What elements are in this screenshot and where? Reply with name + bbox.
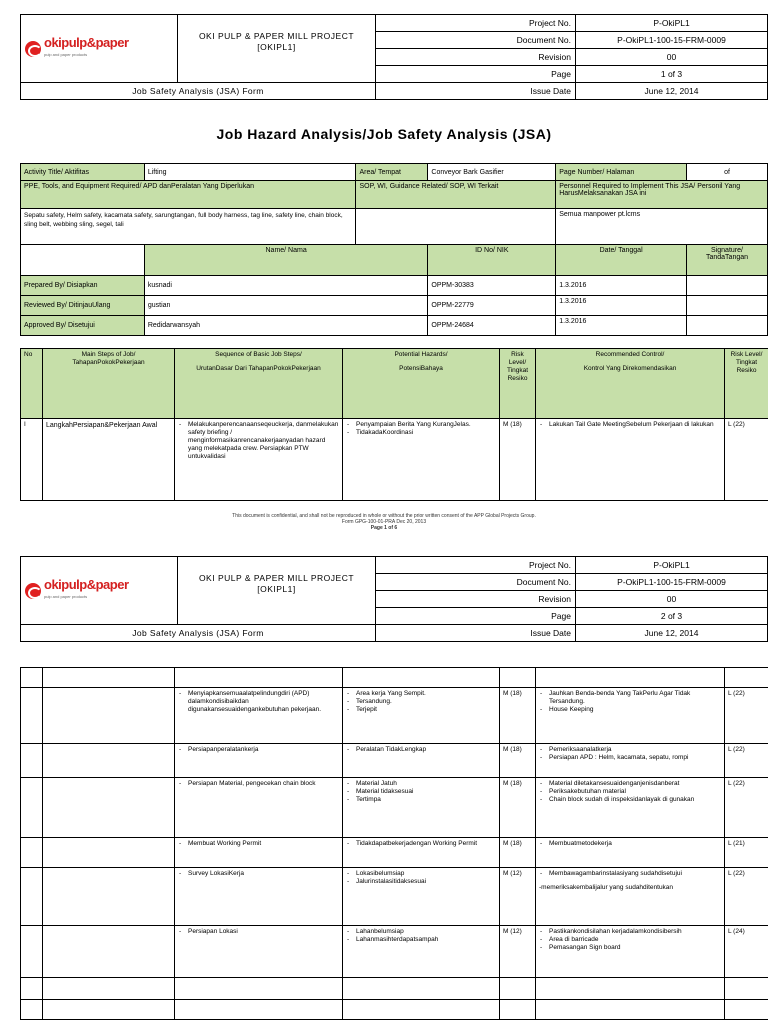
logo-brand: okipulp&paper [44,34,129,50]
row-hazards: - Area kerja Yang Sempit. - Tersandung. - Terjepit [343,688,500,744]
row-step [43,926,175,978]
row-risk-2: L (22) [725,868,768,926]
page-value-2: 2 of 3 [576,608,768,625]
row-sequence: - Survey LokasiKerja [175,868,343,926]
project-title: OKI PULP & PAPER MILL PROJECT [OKIPL1] [178,15,376,83]
row-hazards: - Peralatan TidakLengkap [343,744,500,778]
approved-label: Approved By/ Disetujui [21,316,145,336]
sop-value [356,209,556,245]
row-hazards: - Material Jatuh - Material tidaksesuai - Tertimpa [343,778,500,838]
form-header-2: okipulp&paper pulp and paper products OKI PULP & PAPER MILL PROJECT [OKIPL1] Project No. P-OkiPL1 Document No. P-OkiPL1-100-15-FRM-0009 Revision 00 Page 2 of 3 Job Safety Analysis (JSA) Form Issue Date June 12, 2014 [20,556,768,642]
project-title-2: OKI PULP & PAPER MILL PROJECT [OKIPL1] [178,557,376,625]
row-risk-2: L (22) [725,419,768,501]
row-no [21,744,43,778]
col-id: ID No/ NIK [428,245,556,276]
row-risk: M (18) [500,838,536,868]
prepared-name: kusnadi [144,276,428,296]
col-name: Name/ Nama [144,245,428,276]
table-row [21,744,768,778]
jsa-steps-table [20,348,768,501]
prepared-date: 1.3.2016 [556,276,687,296]
col-risk-2: Risk Level/ Tingkat Resiko [725,349,768,419]
activity-label: Activity Title/ Aktifitas [21,164,145,181]
sop-label: SOP, WI, Guidance Related/ SOP, WI Terkait [356,181,556,209]
row-no [21,926,43,978]
page-number-of: of [687,164,768,181]
row-control: - Jauhkan Benda-benda Yang TakPerlu Agar Tidak Tersandung. - House Keeping [536,688,725,744]
revision-label: Revision [376,49,576,66]
page-number-label: Page Number/ Halaman [556,164,687,181]
prepared-signature [687,276,768,296]
row-step [43,868,175,926]
row-risk-2: L (22) [725,744,768,778]
col-control: Recommended Control/ Kontrol Yang Direkomendasikan [536,349,725,419]
row-step [43,838,175,868]
page-label: Page [376,66,576,83]
row-risk: M (18) [500,688,536,744]
document-title: Job Hazard Analysis/Job Safety Analysis (JSA) [216,126,552,142]
reviewed-date: 1.3.2016 [556,296,687,316]
revision-value: 00 [576,49,768,66]
row-risk-2: L (24) [725,926,768,978]
form-title: Job Safety Analysis (JSA) Form [21,83,376,100]
table-row [21,838,768,868]
row-no [21,688,43,744]
row-no: I [21,419,43,501]
row-hazards: - Tidakdapatbekerjadengan Working Permit [343,838,500,868]
logo-cell [21,15,178,83]
row-sequence: - Persiapan Material, pengecekan chain block [175,778,343,838]
activity-value: Lifting [144,164,356,181]
page-value: 1 of 3 [576,66,768,83]
row-sequence: - Persiapanperalatankerja [175,744,343,778]
logo-mark-icon [25,583,41,599]
project-no-value: P-OkiPL1 [576,15,768,32]
row-risk: M (18) [500,744,536,778]
reviewed-label: Reviewed By/ DitinjauUlang [21,296,145,316]
jsa-steps-table-2 [20,667,768,1020]
row-control: - Membuatmetodekerja [536,838,725,868]
row-no [21,868,43,926]
document-no-label: Document No. [376,32,576,49]
row-step [43,778,175,838]
page-footer: This document is confidential, and shall not be reproduced in whole or without the prior written consent of the APP Global Projects Group. Form GPG-100-01-PRA Dec 20, 2013 Page 1 of 6 [0,513,768,531]
area-value: Conveyor Bark Gasifier [428,164,556,181]
document-no-value: P-OkiPL1-100-15-FRM-0009 [576,32,768,49]
row-control: - Material diletakansesuaidenganjenisdanberat - Periksakebutuhan material - Chain block sudah di inspeksidanlayak di gunakan [536,778,725,838]
area-label: Area/ Tempat [356,164,428,181]
row-sequence: - Persiapan Lokasi [175,926,343,978]
prepared-id: OPPM-30383 [428,276,556,296]
col-main-steps: Main Steps of Job/ TahapanPokokPekerjaan [43,349,175,419]
approved-id: OPPM-24684 [428,316,556,336]
table-row [21,778,768,838]
row-control: - Pastikankondisilahan kerjadalamkondisibersih - Area di barricade - Pemasangan Sign board [536,926,725,978]
col-no: No [21,349,43,419]
col-hazards: Potential Hazards/ PotensiBahaya [343,349,500,419]
prepared-label: Prepared By/ Disiapkan [21,276,145,296]
row-sequence: - Menyiapkansemuaalatpelindungdiri (APD) dalamkondisibaikdan digunakansesuaidengankebutuhan pekerjaan. [175,688,343,744]
row-risk-2: L (22) [725,688,768,744]
row-sequence: - Membuat Working Permit [175,838,343,868]
row-step [43,744,175,778]
col-signature: Signature/ TandaTangan [687,245,768,276]
col-risk: Risk Level/ Tingkat Resiko [500,349,536,419]
row-sequence: - Melakukanperencanaanseqeuckerja, danmelakukan safety briefing / menginformasikanrencanakerjaanyadan hazard yang melekatpada crew. Persiapkan PTW untukvalidasi [175,419,343,501]
row-risk: M (18) [500,419,536,501]
row-no [21,778,43,838]
table-row [21,688,768,744]
issue-date-label: Issue Date [376,83,576,100]
company-logo-2: okipulp&paper pulp and paper products [25,579,173,603]
approved-signature [687,316,768,336]
reviewed-signature [687,296,768,316]
company-logo [25,34,173,61]
table-row [21,419,768,501]
logo-tagline: pulp and paper products [44,51,88,57]
personnel-label: Personnel Required to Implement This JSA/ Personil Yang HarusMelaksanakan JSA ini [556,181,768,209]
jsa-info-table [20,163,768,336]
row-risk: M (18) [500,778,536,838]
ppe-label: PPE, Tools, and Equipment Required/ APD danPeralatan Yang Diperlukan [21,181,356,209]
table-row [21,926,768,978]
row-hazards: - Lokasibelumsiap - Jalurinstalasitidaksesuai [343,868,500,926]
table-row [21,868,768,926]
reviewed-name: gustian [144,296,428,316]
logo-mark-icon [25,41,41,57]
project-no-label: Project No. [376,15,576,32]
row-control: - Membawagambarinstalasiyang sudahdisetujui -memeriksakembalijalur yang sudahditentukan [536,868,725,926]
col-date: Date/ Tanggal [556,245,687,276]
row-hazards: - Lahanbelumsiap - Lahanmasihterdapatsampah [343,926,500,978]
row-control: - Lakukan Tail Gate MeetingSebelum Pekerjaan di lakukan [536,419,725,501]
form-header [20,14,768,100]
approved-name: Redidarwansyah [144,316,428,336]
row-risk-2: L (21) [725,838,768,868]
personnel-value: Semua manpower pt.lcms [556,209,768,245]
row-step [43,688,175,744]
approved-date: 1.3.2016 [556,316,687,336]
row-step: LangkahPersiapan&Pekerjaan Awal [43,419,175,501]
row-risk-2: L (22) [725,778,768,838]
col-sequence: Sequence of Basic Job Steps/ UrutanDasar Dari TahapanPokokPekerjaan [175,349,343,419]
row-no [21,838,43,868]
row-control: - Pemeriksaanalatkerja - Persiapan APD : Helm, kacamata, sepatu, rompi [536,744,725,778]
row-hazards: - Penyampaian Berita Yang KurangJelas. - TidakadaKoordinasi [343,419,500,501]
row-risk: M (12) [500,868,536,926]
reviewed-id: OPPM-22779 [428,296,556,316]
footer-page-number: Page 1 of 6 [370,525,398,531]
ppe-value: Sepatu safety, Helm safety, kacamata safety, sarungtangan, full body harness, tag line, safety line, chain block, sling belt, webbing sling, segel, tali [21,209,356,245]
issue-date-value: June 12, 2014 [576,83,768,100]
row-risk: M (12) [500,926,536,978]
